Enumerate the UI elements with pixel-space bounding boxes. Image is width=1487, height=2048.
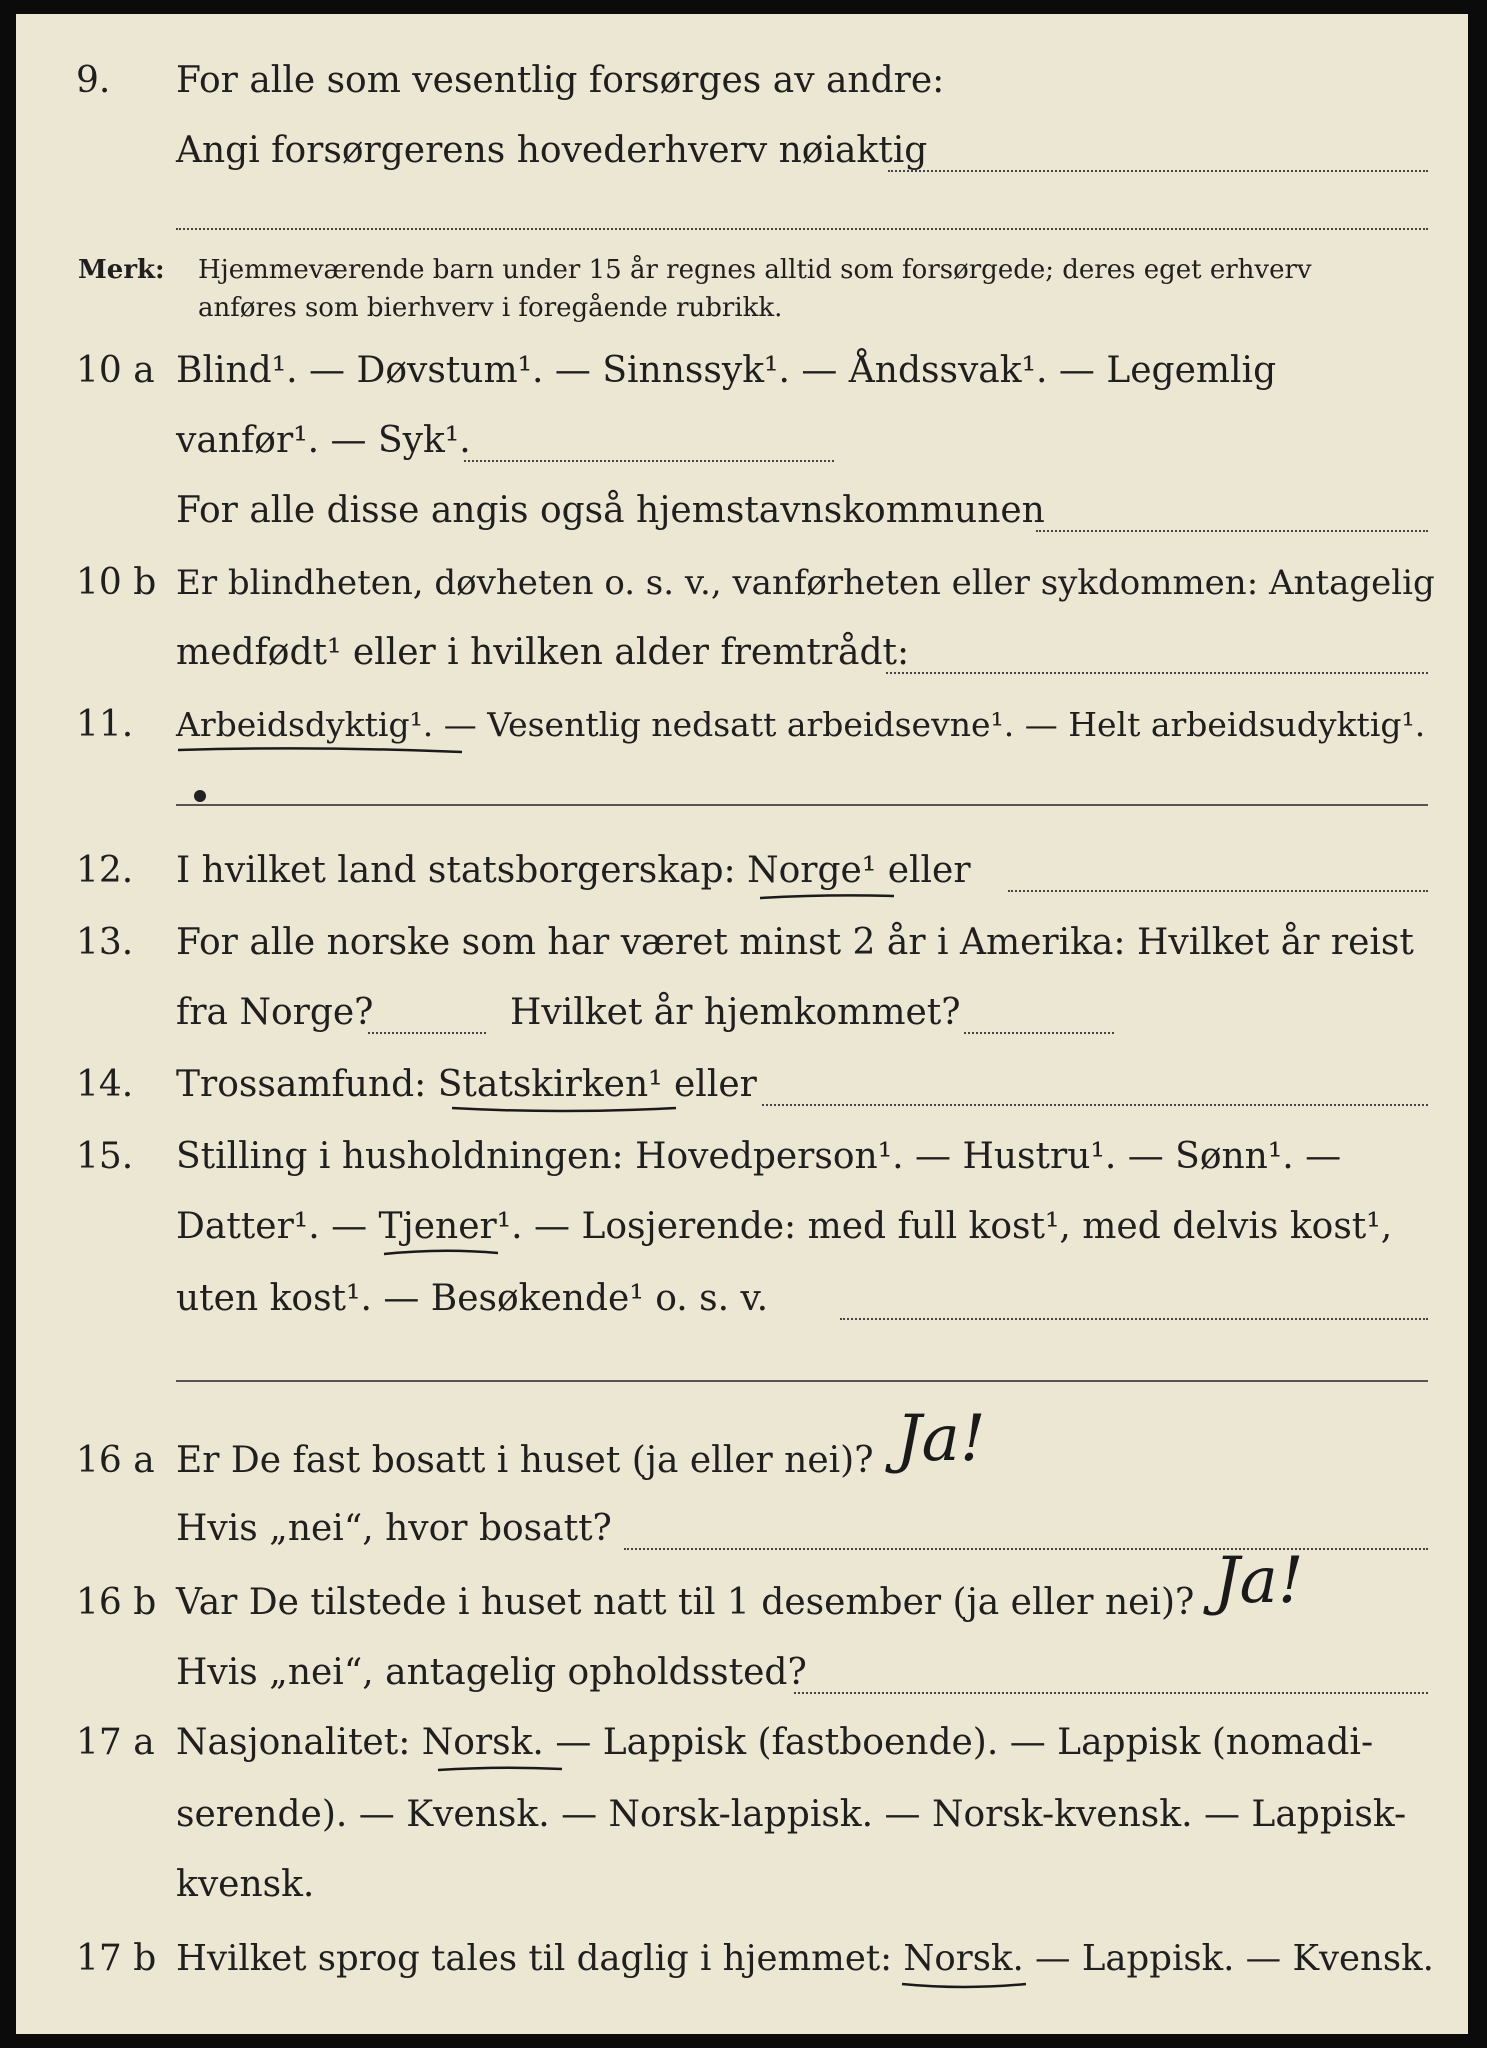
- q16b-row: [16, 1544, 1468, 1628]
- q13-line1: For alle norske som har været minst 2 år i Amerika: Hvilket år reist: [176, 922, 1414, 963]
- q10a-line2: vanfør¹. — Syk¹.: [176, 420, 471, 461]
- q16b-line2: Hvis „nei“, antagelig opholdssted?: [176, 1652, 807, 1693]
- q10b-answer-line[interactable]: [886, 672, 1428, 674]
- q14-answer-line[interactable]: [762, 1104, 1428, 1106]
- q15-row2: [16, 1202, 1468, 1252]
- q15-row3: [16, 1274, 1468, 1324]
- q15-line2: Datter¹. — Tjener¹. — Losjerende: med full kost¹, med delvis kost¹,: [176, 1206, 1393, 1247]
- q15-answer-line-2[interactable]: [176, 1380, 1428, 1382]
- q11-answer-line[interactable]: [176, 804, 1428, 806]
- q15-row: [16, 1132, 1468, 1182]
- q15-line3: uten kost¹. — Besøkende¹ o. s. v.: [176, 1278, 769, 1319]
- q13-line2a: fra Norge?: [176, 992, 374, 1033]
- q16a-line2: Hvis „nei“, hvor bosatt?: [176, 1508, 612, 1549]
- q10a-kommune-line[interactable]: [1036, 530, 1428, 532]
- q10a-line1: Blind¹. — Døvstum¹. — Sinnssyk¹. — Åndssvak¹. — Legemlig: [176, 350, 1277, 391]
- q17b-underline-mark: [900, 1978, 1030, 1992]
- q13-number: 13.: [76, 922, 134, 963]
- merk-line1: Hjemmeværende barn under 15 år regnes alltid som forsørgede; deres eget erhverv: [198, 255, 1312, 285]
- q14-row: [16, 1060, 1468, 1110]
- q9-answer-line-2[interactable]: [176, 228, 1428, 230]
- q16b-handwritten-answer: Ja!: [1214, 1544, 1304, 1618]
- q15-number: 15.: [76, 1136, 134, 1177]
- q10b-row2: [16, 628, 1468, 678]
- q17b-row: [16, 1934, 1468, 1984]
- q10a-number: 10 a: [76, 350, 155, 391]
- q17a-line3: kvensk.: [176, 1864, 315, 1905]
- q17a-row3: [16, 1860, 1468, 1910]
- q13-line2b: Hvilket år hjemkommet?: [510, 992, 961, 1033]
- q9-number: 9.: [76, 60, 111, 101]
- q9-row: [16, 56, 1468, 106]
- q14-underline-mark: [450, 1102, 680, 1120]
- q10b-row: [16, 558, 1468, 608]
- ink-dot: [194, 790, 206, 802]
- merk-note: [16, 252, 1468, 332]
- q10a-answer-line[interactable]: [464, 460, 834, 462]
- merk-line2: anføres som bierhverv i foregående rubrikk.: [198, 293, 783, 323]
- q10b-line2: medfødt¹ eller i hvilken alder fremtrådt:: [176, 632, 910, 673]
- q9-line1: For alle som vesentlig forsørges av andre:: [176, 60, 945, 101]
- q11-line1: Arbeidsdyktig¹. — Vesentlig nedsatt arbeidsevne¹. — Helt arbeidsudyktig¹.: [176, 705, 1426, 744]
- q16a-number: 16 a: [76, 1440, 155, 1481]
- q12-number: 12.: [76, 850, 134, 891]
- q12-underline-mark: [758, 890, 898, 904]
- q9-row2: [16, 126, 1468, 176]
- q13-row2: [16, 988, 1468, 1038]
- q13-hjemkommet-line[interactable]: [964, 1032, 1114, 1034]
- q12-row: [16, 846, 1468, 896]
- q12-line1: I hvilket land statsborgerskap: Norge¹ eller: [176, 850, 971, 891]
- q15-underline-mark: [382, 1246, 502, 1260]
- q16b-row2: [16, 1648, 1468, 1698]
- q16b-number: 16 b: [76, 1582, 157, 1623]
- q11-underline-mark: [176, 744, 466, 758]
- q15-line1: Stilling i husholdningen: Hovedperson¹. — Hustru¹. — Sønn¹. —: [176, 1136, 1342, 1177]
- q10b-line1: Er blindheten, døvheten o. s. v., vanførheten eller sykdommen: Antagelig: [176, 563, 1435, 603]
- q10a-line3: For alle disse angis også hjemstavnskommunen: [176, 490, 1045, 531]
- q16b-answer-line[interactable]: [794, 1692, 1428, 1694]
- q16b-line1: Var De tilstede i huset natt til 1 desember (ja eller nei)?: [176, 1582, 1195, 1623]
- q17a-underline-mark: [436, 1762, 566, 1776]
- q17b-number: 17 b: [76, 1938, 157, 1979]
- q10b-number: 10 b: [76, 562, 157, 603]
- q16a-answer-line[interactable]: [624, 1548, 1428, 1550]
- q16a-handwritten-answer: Ja!: [896, 1402, 986, 1476]
- q10a-row2: [16, 416, 1468, 466]
- q16a-line1: Er De fast bosatt i huset (ja eller nei)?: [176, 1440, 874, 1481]
- q15-answer-line[interactable]: [840, 1318, 1428, 1320]
- q16a-row: [16, 1402, 1468, 1486]
- q10a-row: [16, 346, 1468, 396]
- q13-row: [16, 918, 1468, 968]
- merk-label: Merk:: [78, 255, 165, 285]
- q17a-line2: serende). — Kvensk. — Norsk-lappisk. — Norsk-kvensk. — Lappisk-: [176, 1794, 1407, 1835]
- q10a-row3: [16, 486, 1468, 536]
- q17b-line1: Hvilket sprog tales til daglig i hjemmet: Norsk. — Lappisk. — Kvensk.: [176, 1938, 1434, 1979]
- q12-answer-line[interactable]: [1008, 890, 1428, 892]
- q17a-row: [16, 1718, 1468, 1768]
- q17a-row2: [16, 1790, 1468, 1840]
- q11-row: [16, 700, 1468, 750]
- q13-reist-line[interactable]: [368, 1032, 486, 1034]
- q17a-line1: Nasjonalitet: Norsk. — Lappisk (fastboende). — Lappisk (nomadi-: [176, 1722, 1374, 1763]
- census-form-page: [16, 14, 1468, 2034]
- q11-number: 11.: [76, 704, 134, 745]
- q14-line1: Trossamfund: Statskirken¹ eller: [176, 1064, 757, 1105]
- q9-line2: Angi forsørgerens hovederhverv nøiaktig: [176, 130, 928, 171]
- q9-answer-line[interactable]: [888, 170, 1428, 172]
- q17a-number: 17 a: [76, 1722, 155, 1763]
- q14-number: 14.: [76, 1064, 134, 1105]
